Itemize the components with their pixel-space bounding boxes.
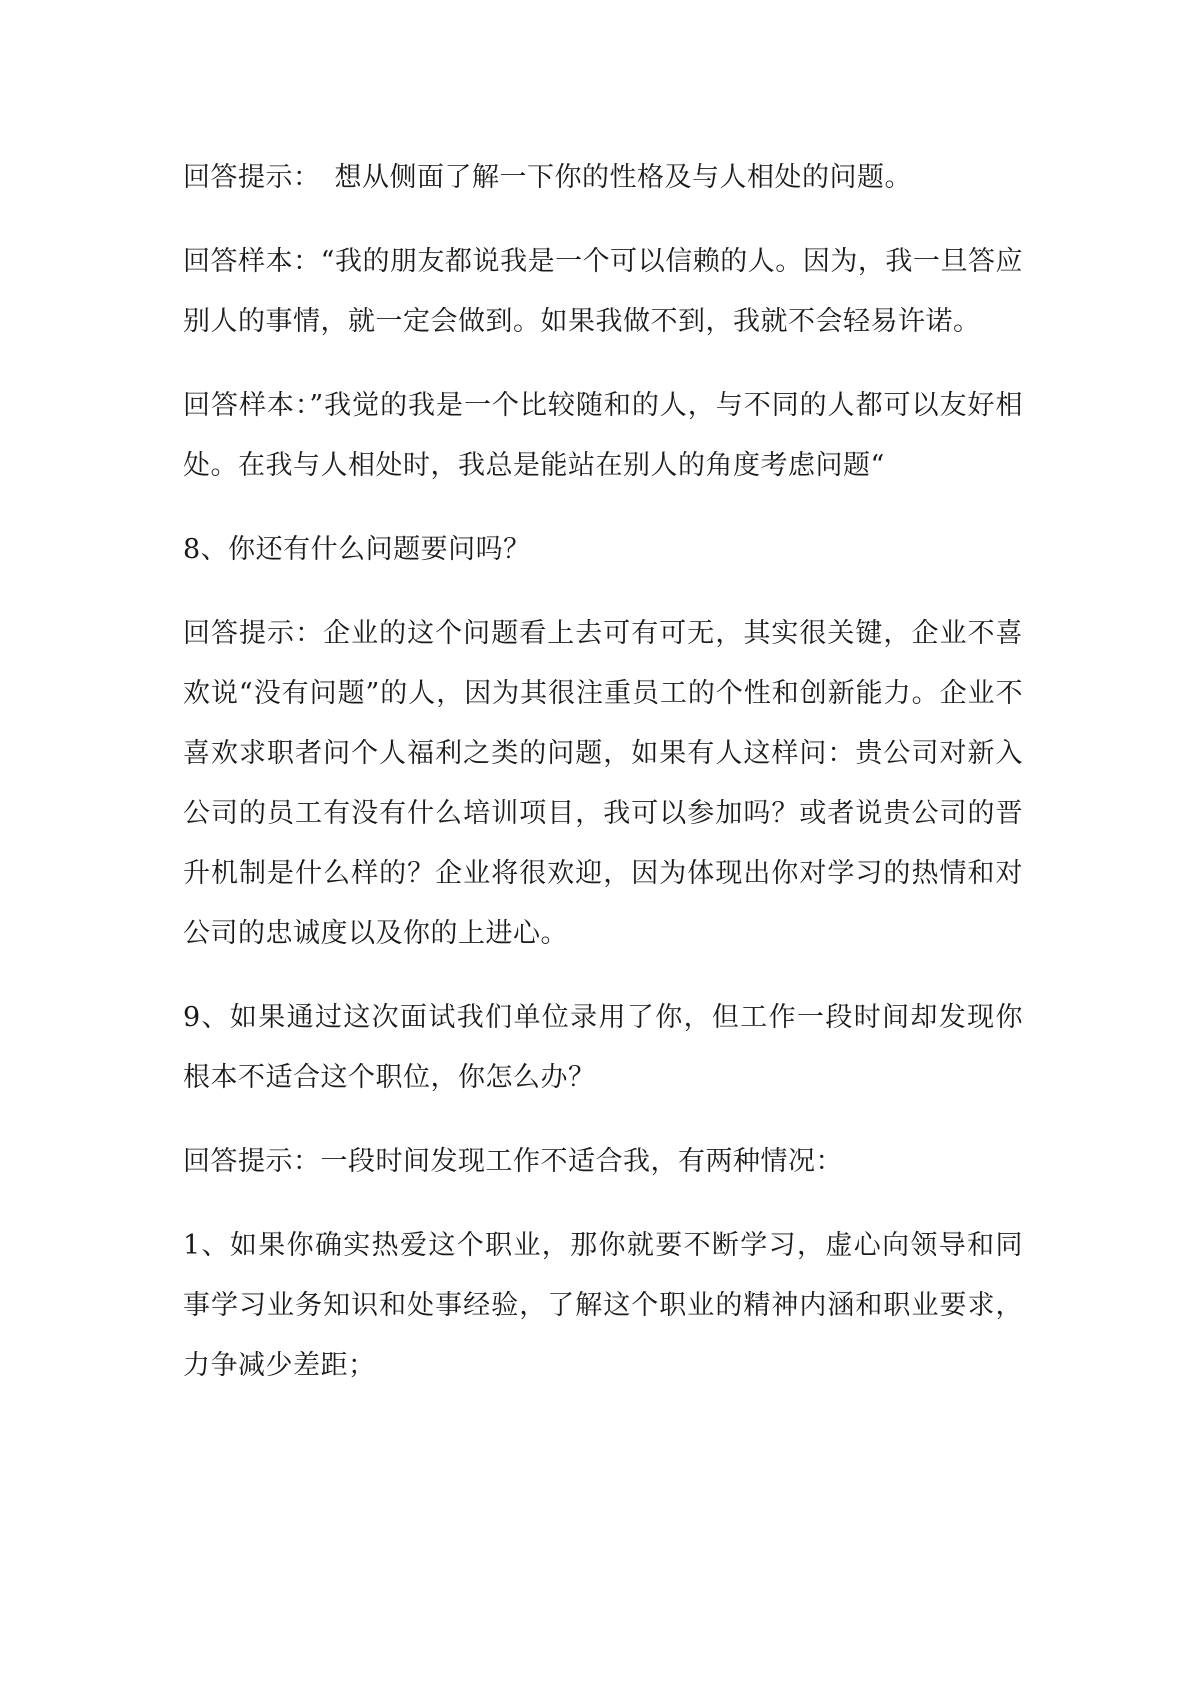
answer-hint-paragraph: 回答提示： 想从侧面了解一下你的性格及与人相处的问题。 bbox=[183, 162, 912, 193]
answer-hint-paragraph: 回答提示：一段时间发现工作不适合我，有两种情况： bbox=[183, 1146, 843, 1177]
answer-hint-paragraph: 回答提示：企业的这个问题看上去可有可无，其实很关键，企业不喜欢说“没有问题”的人，因为其很注重员工的个性和创新能力。企业不喜欢求职者问个人福利之类的问题，如果有人这样问：贵公司对新入公司的员工有没有什么培训项目，我可以参加吗？或者说贵公司的晋升机制是什么样的？企业将很欢迎，因为体现出你对学习的热情和对公司的忠诚度以及你的上进心。 bbox=[183, 618, 1023, 949]
question-heading: 9、如果通过这次面试我们单位录用了你，但工作一段时间却发现你根本不适合这个职位，你怎么办？ bbox=[183, 1002, 1023, 1093]
list-item-paragraph: 1、如果你确实热爱这个职业，那你就要不断学习，虚心向领导和同事学习业务知识和处事经验，了解这个职业的精神内涵和职业要求，力争减少差距； bbox=[183, 1230, 1023, 1381]
question-heading: 8、你还有什么问题要问吗？ bbox=[183, 534, 531, 565]
answer-sample-paragraph: 回答样本：“我的朋友都说我是一个可以信赖的人。因为，我一旦答应别人的事情，就一定会做到。如果我做不到，我就不会轻易许诺。 bbox=[183, 246, 1023, 337]
document-body bbox=[183, 148, 1023, 1420]
answer-sample-paragraph: 回答样本：”我觉的我是一个比较随和的人，与不同的人都可以友好相处。在我与人相处时，我总是能站在别人的角度考虑问题“ bbox=[183, 390, 1023, 481]
